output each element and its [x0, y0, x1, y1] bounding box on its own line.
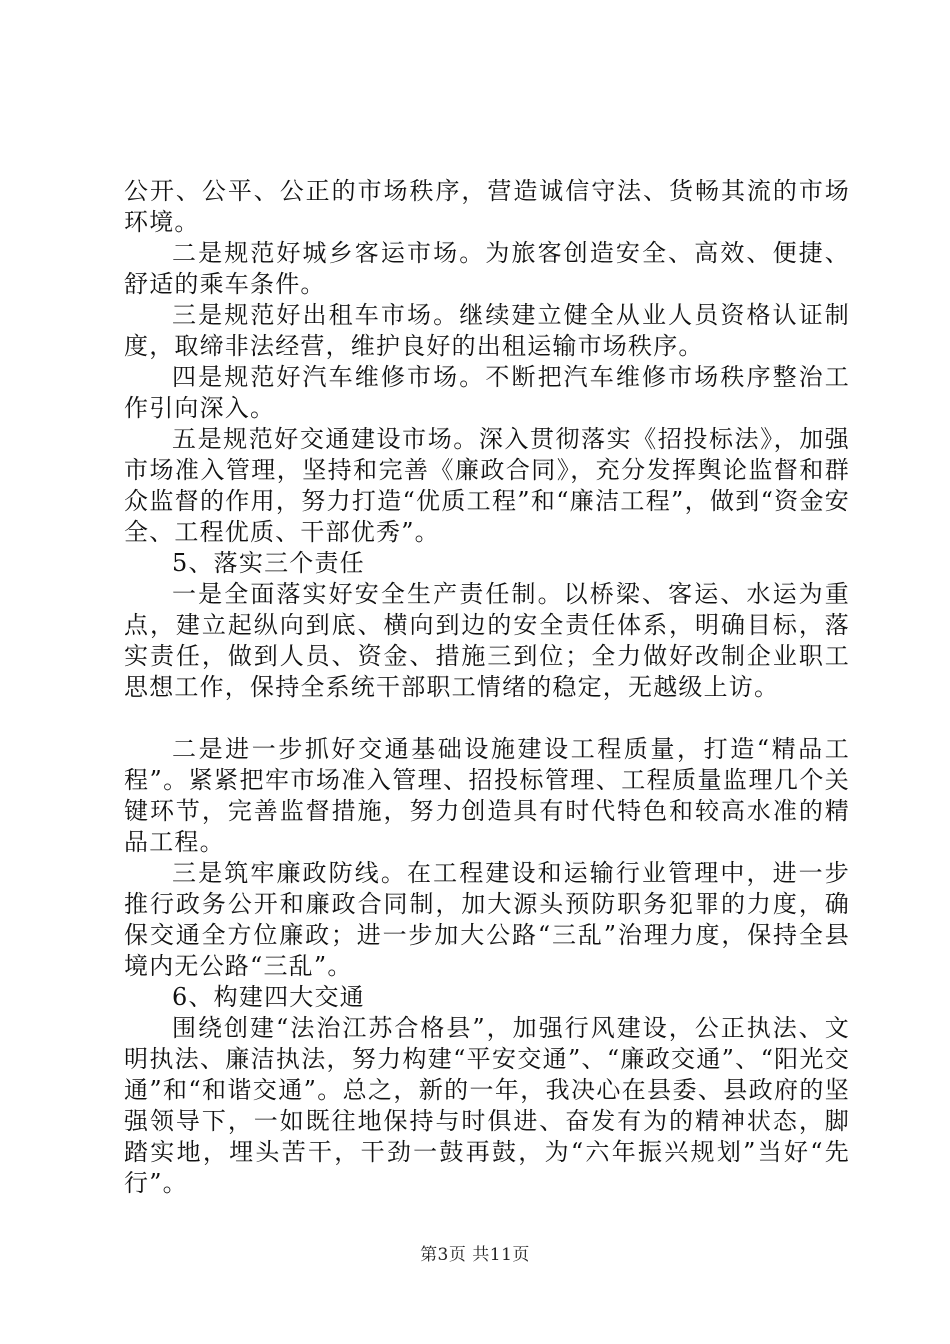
paragraph-construction-market: 五是规范好交通建设市场。深入贯彻落实《招投标法》，加强市场准入管理，坚持和完善《廉政合同》，充分发挥舆论监督和群众监督的作用，努力打造“优质工程”和“廉洁工程”，做到“资金安全、工程优质、干部优秀”。 — [124, 425, 850, 546]
section-heading-three-responsibilities: 5、落实三个责任 — [172, 549, 365, 577]
paragraph-conclusion: 围绕创建“法治江苏合格县”，加强行风建设，公正执法、文明执法、廉洁执法，努力构建“平安交通”、“廉政交通”、“阳光交通”和“和谐交通”。总之，新的一年，我决心在县委、县政府的坚强领导下，一如既往地保持与时俱进、奋发有为的精神状态，脚踏实地，埋头苦干，干劲一鼓再鼓，为“六年振兴规划”当好“先行”。 — [124, 1014, 850, 1197]
document-body — [124, 176, 850, 1199]
page-footer: 第3页 共11页 — [420, 1245, 530, 1265]
paragraph-safety-production: 一是全面落实好安全生产责任制。以桥梁、客运、水运为重点，建立起纵向到底、横向到边的安全责任体系，明确目标，落实责任，做到人员、资金、措施三到位；全力做好改制企业职工思想工作，保持全系统干部职工情绪的稳定，无越级上访。 — [124, 580, 850, 701]
paragraph-taxi-market: 三是规范好出租车市场。继续建立健全从业人员资格认证制度，取缔非法经营，维护良好的出租运输市场秩序。 — [124, 301, 850, 360]
paragraph-engineering-quality: 二是进一步抓好交通基础设施建设工程质量，打造“精品工程”。紧紧把牢市场准入管理、招投标管理、工程质量监理几个关键环节，完善监督措施，努力创造具有时代特色和较高水准的精品工程。 — [124, 735, 850, 856]
paragraph-vehicle-repair: 四是规范好汽车维修市场。不断把汽车维修市场秩序整治工作引向深入。 — [124, 363, 850, 422]
section-heading-four-transport: 6、构建四大交通 — [172, 983, 365, 1011]
paragraph-integrity-defense: 三是筑牢廉政防线。在工程建设和运输行业管理中，进一步推行政务公开和廉政合同制，加大源头预防职务犯罪的力度，确保交通全方位廉政；进一步加大公路“三乱”治理力度，保持全县境内无公路“三乱”。 — [124, 859, 850, 980]
paragraph-continuation: 公开、公平、公正的市场秩序，营造诚信守法、货畅其流的市场环境。 — [124, 177, 850, 236]
paragraph-passenger-transport: 二是规范好城乡客运市场。为旅客创造安全、高效、便捷、舒适的乘车条件。 — [124, 239, 850, 298]
